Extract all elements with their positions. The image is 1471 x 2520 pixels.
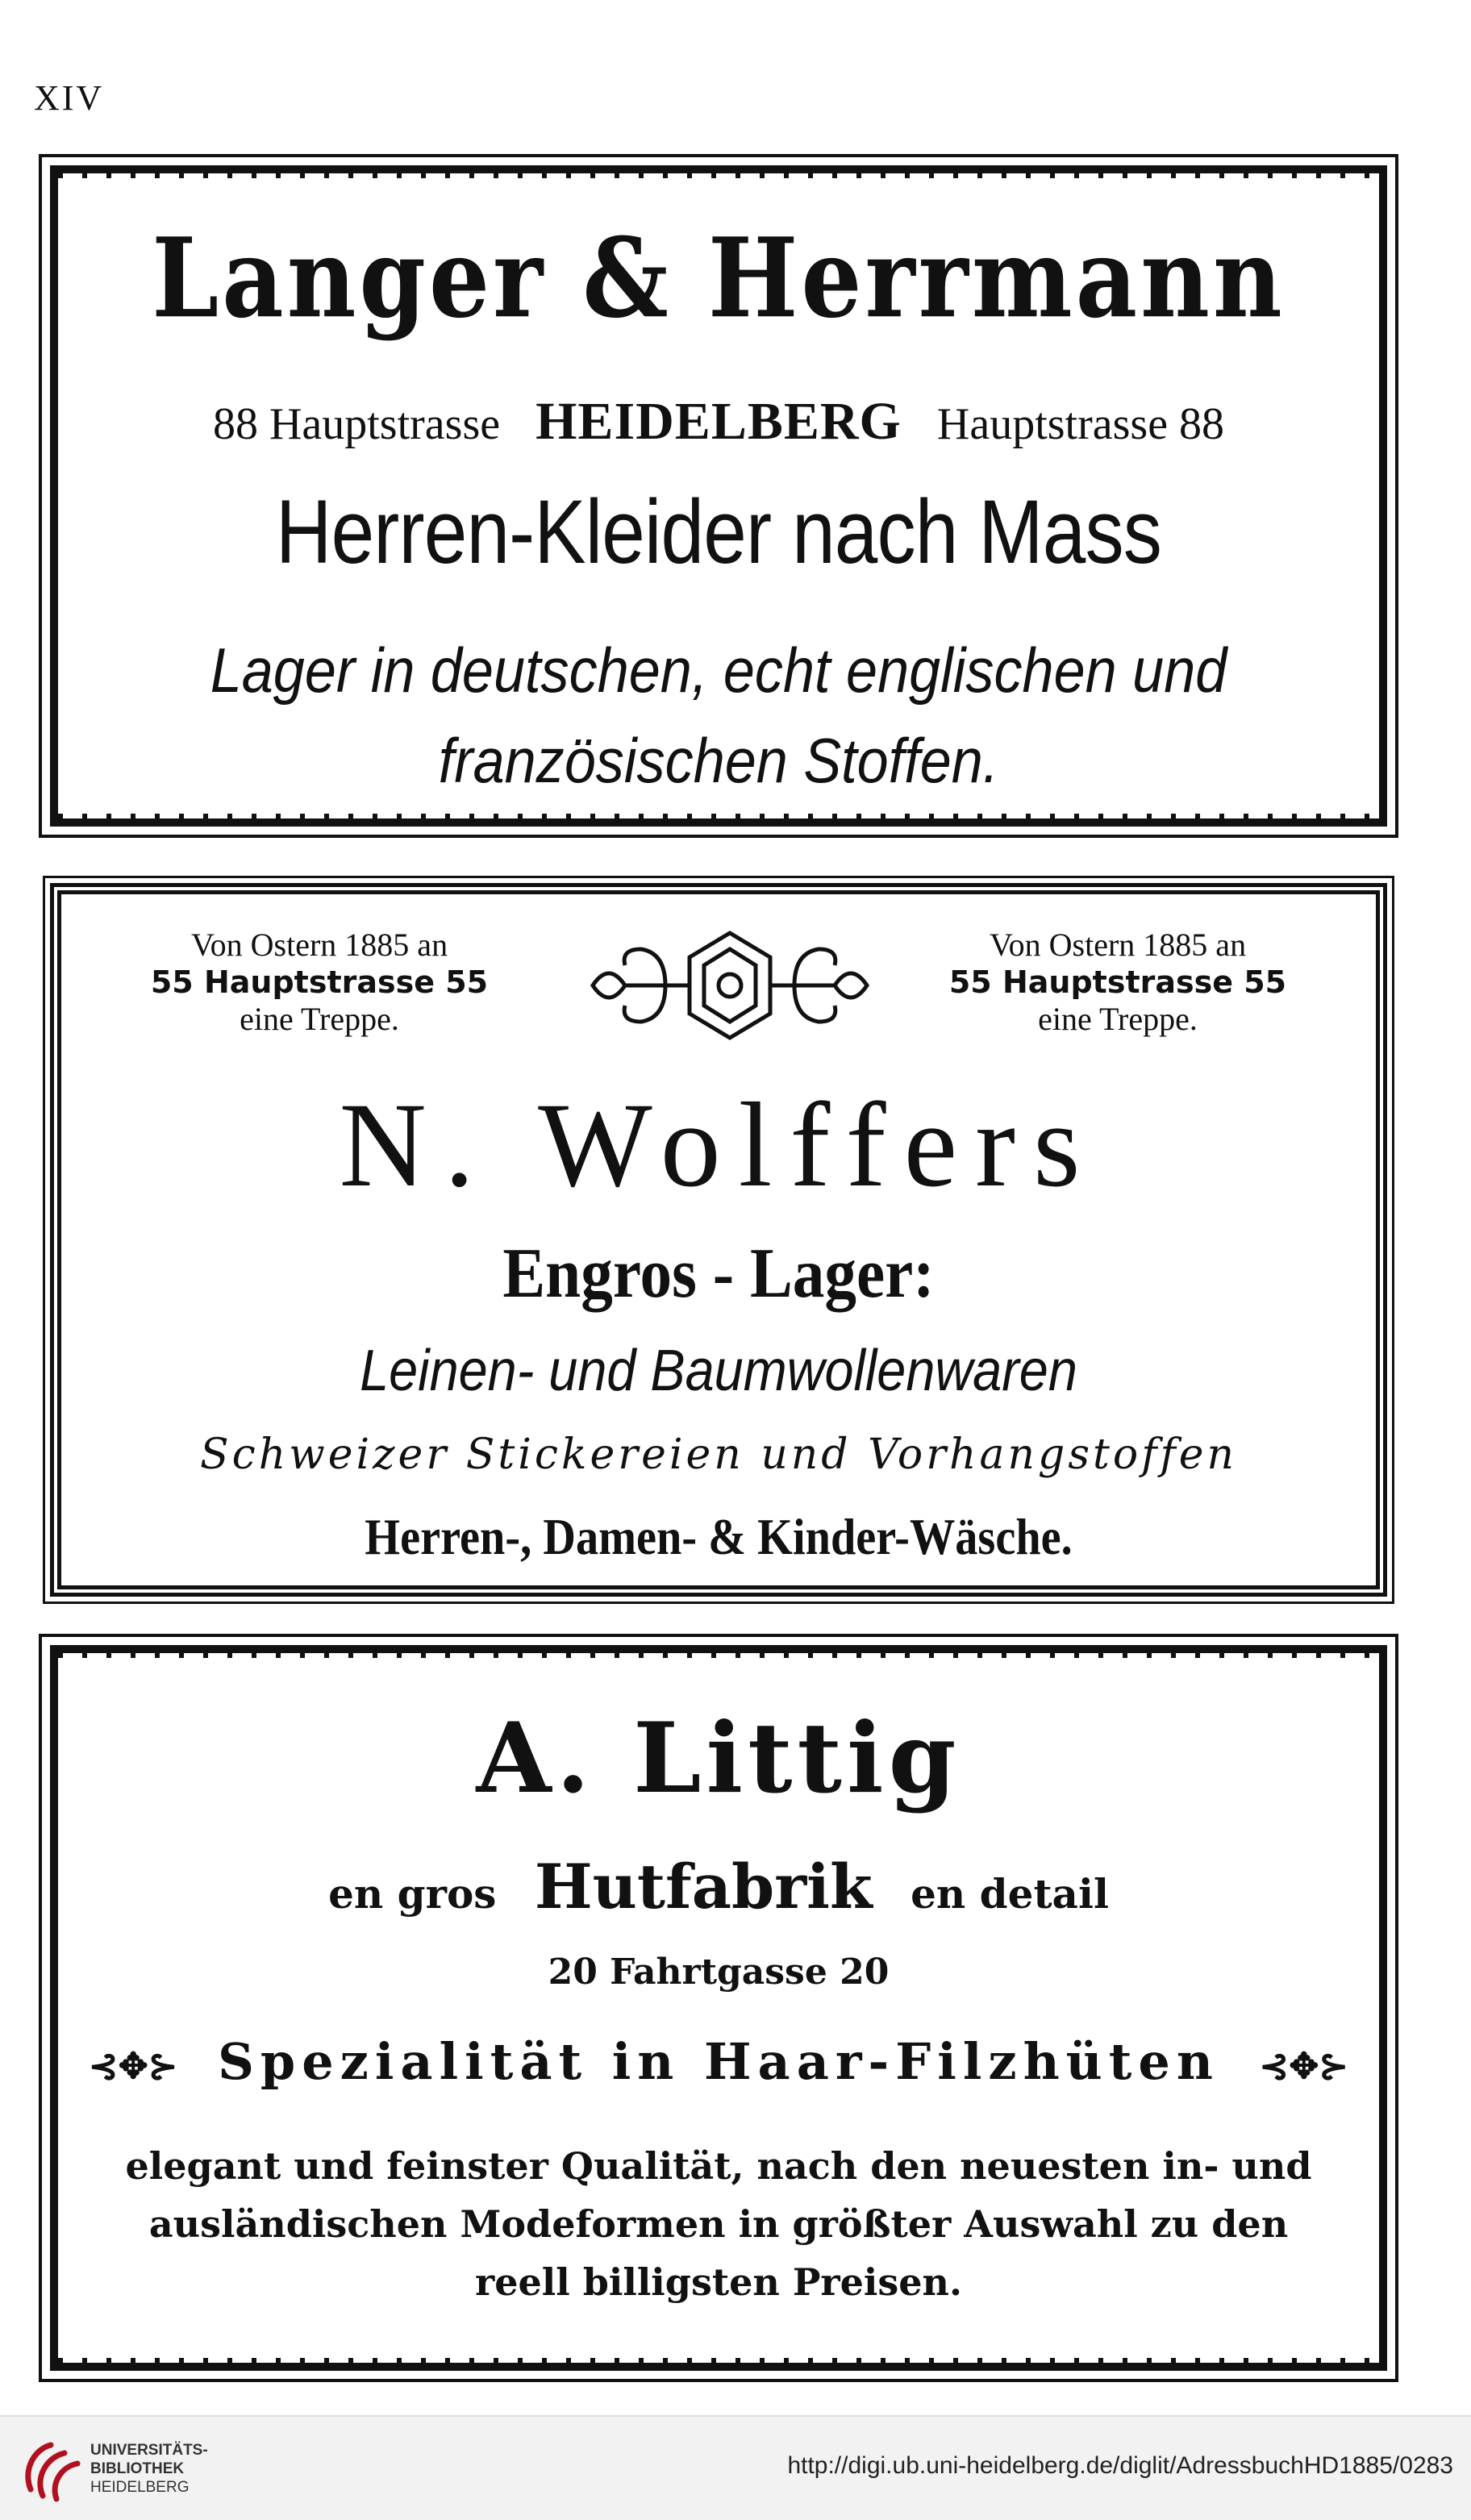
product-line: Schweizer Stickereien und Vorhangstoffen bbox=[200, 1431, 1237, 1479]
notice-date: Von Ostern 1885 an bbox=[190, 927, 448, 963]
library-name-line: BIBLIOTHEK bbox=[90, 2460, 185, 2477]
advertisement-wolffers bbox=[50, 883, 1387, 1597]
source-url-link[interactable]: http://digi.ub.uni-heidelberg.de/diglit/AdressbuchHD1885/0283 bbox=[787, 2452, 1453, 2479]
notice-date: Von Ostern 1885 an bbox=[989, 927, 1247, 963]
flourish-right-icon: ⊰✥⊱ bbox=[1259, 2045, 1349, 2087]
description-line: Lager in deutschen, echt englischen und bbox=[210, 635, 1227, 706]
company-name: Langer & Herrmann bbox=[152, 213, 1286, 343]
description bbox=[124, 625, 1313, 806]
subtitle: Engros - Lager: bbox=[502, 1235, 935, 1313]
product-line: Herren-, Damen- & Kinder-Wäsche. bbox=[365, 1508, 1073, 1565]
company-name: N. Wolffers bbox=[339, 1078, 1098, 1212]
notice-address: 55 Hauptstrasse 55 bbox=[948, 964, 1287, 1000]
flourish-left-icon: ⊰✥⊱ bbox=[88, 2045, 178, 2087]
product-line: Leinen- und Baumwollenwaren bbox=[360, 1339, 1077, 1403]
shop-type-line bbox=[58, 1851, 1379, 1922]
library-name bbox=[90, 2441, 208, 2497]
address-left: 88 Hauptstrasse bbox=[212, 399, 501, 449]
address-right: Hauptstrasse 88 bbox=[936, 399, 1225, 449]
notice-floor: eine Treppe. bbox=[240, 1001, 399, 1037]
moving-notice-right bbox=[892, 927, 1344, 1038]
library-name-line: HEIDELBERG bbox=[90, 2479, 190, 2496]
wholesale-label: en gros bbox=[328, 1870, 497, 1918]
advertisement-littig bbox=[50, 1645, 1387, 2371]
tagline: Herren-Kleider nach Mass bbox=[275, 481, 1162, 582]
description-line: französischen Stoffen. bbox=[438, 725, 999, 796]
notice-address: 55 Hauptstrasse 55 bbox=[150, 964, 489, 1000]
specialty-line bbox=[58, 2032, 1379, 2091]
ornament-emblem-icon bbox=[569, 925, 891, 1046]
page-number: XIV bbox=[34, 78, 105, 118]
street-address: 20 Fahrtgasse 20 bbox=[548, 1951, 890, 1993]
company-name: A. Littig bbox=[476, 1702, 961, 1815]
address-line bbox=[58, 391, 1379, 452]
library-name-line: UNIVERSITÄTS- bbox=[90, 2442, 208, 2459]
retail-label: en detail bbox=[911, 1870, 1109, 1918]
notice-floor: eine Treppe. bbox=[1038, 1001, 1198, 1037]
moving-notice-left bbox=[94, 927, 545, 1038]
specialty: Spezialität in Haar-Filzhüten bbox=[218, 2032, 1219, 2091]
advertisement-langer-herrmann bbox=[50, 165, 1387, 827]
footer-bar bbox=[0, 2415, 1471, 2520]
description: elegant und feinster Qualität, nach den neuesten in- und ausländischen Modeformen in größter Auswahl zu den reell billigsten Preisen. bbox=[125, 2144, 1312, 2304]
library-logo-icon bbox=[15, 2433, 87, 2505]
shop-type: Hutfabrik bbox=[534, 1851, 873, 1922]
city-name: HEIDELBERG bbox=[535, 392, 902, 451]
